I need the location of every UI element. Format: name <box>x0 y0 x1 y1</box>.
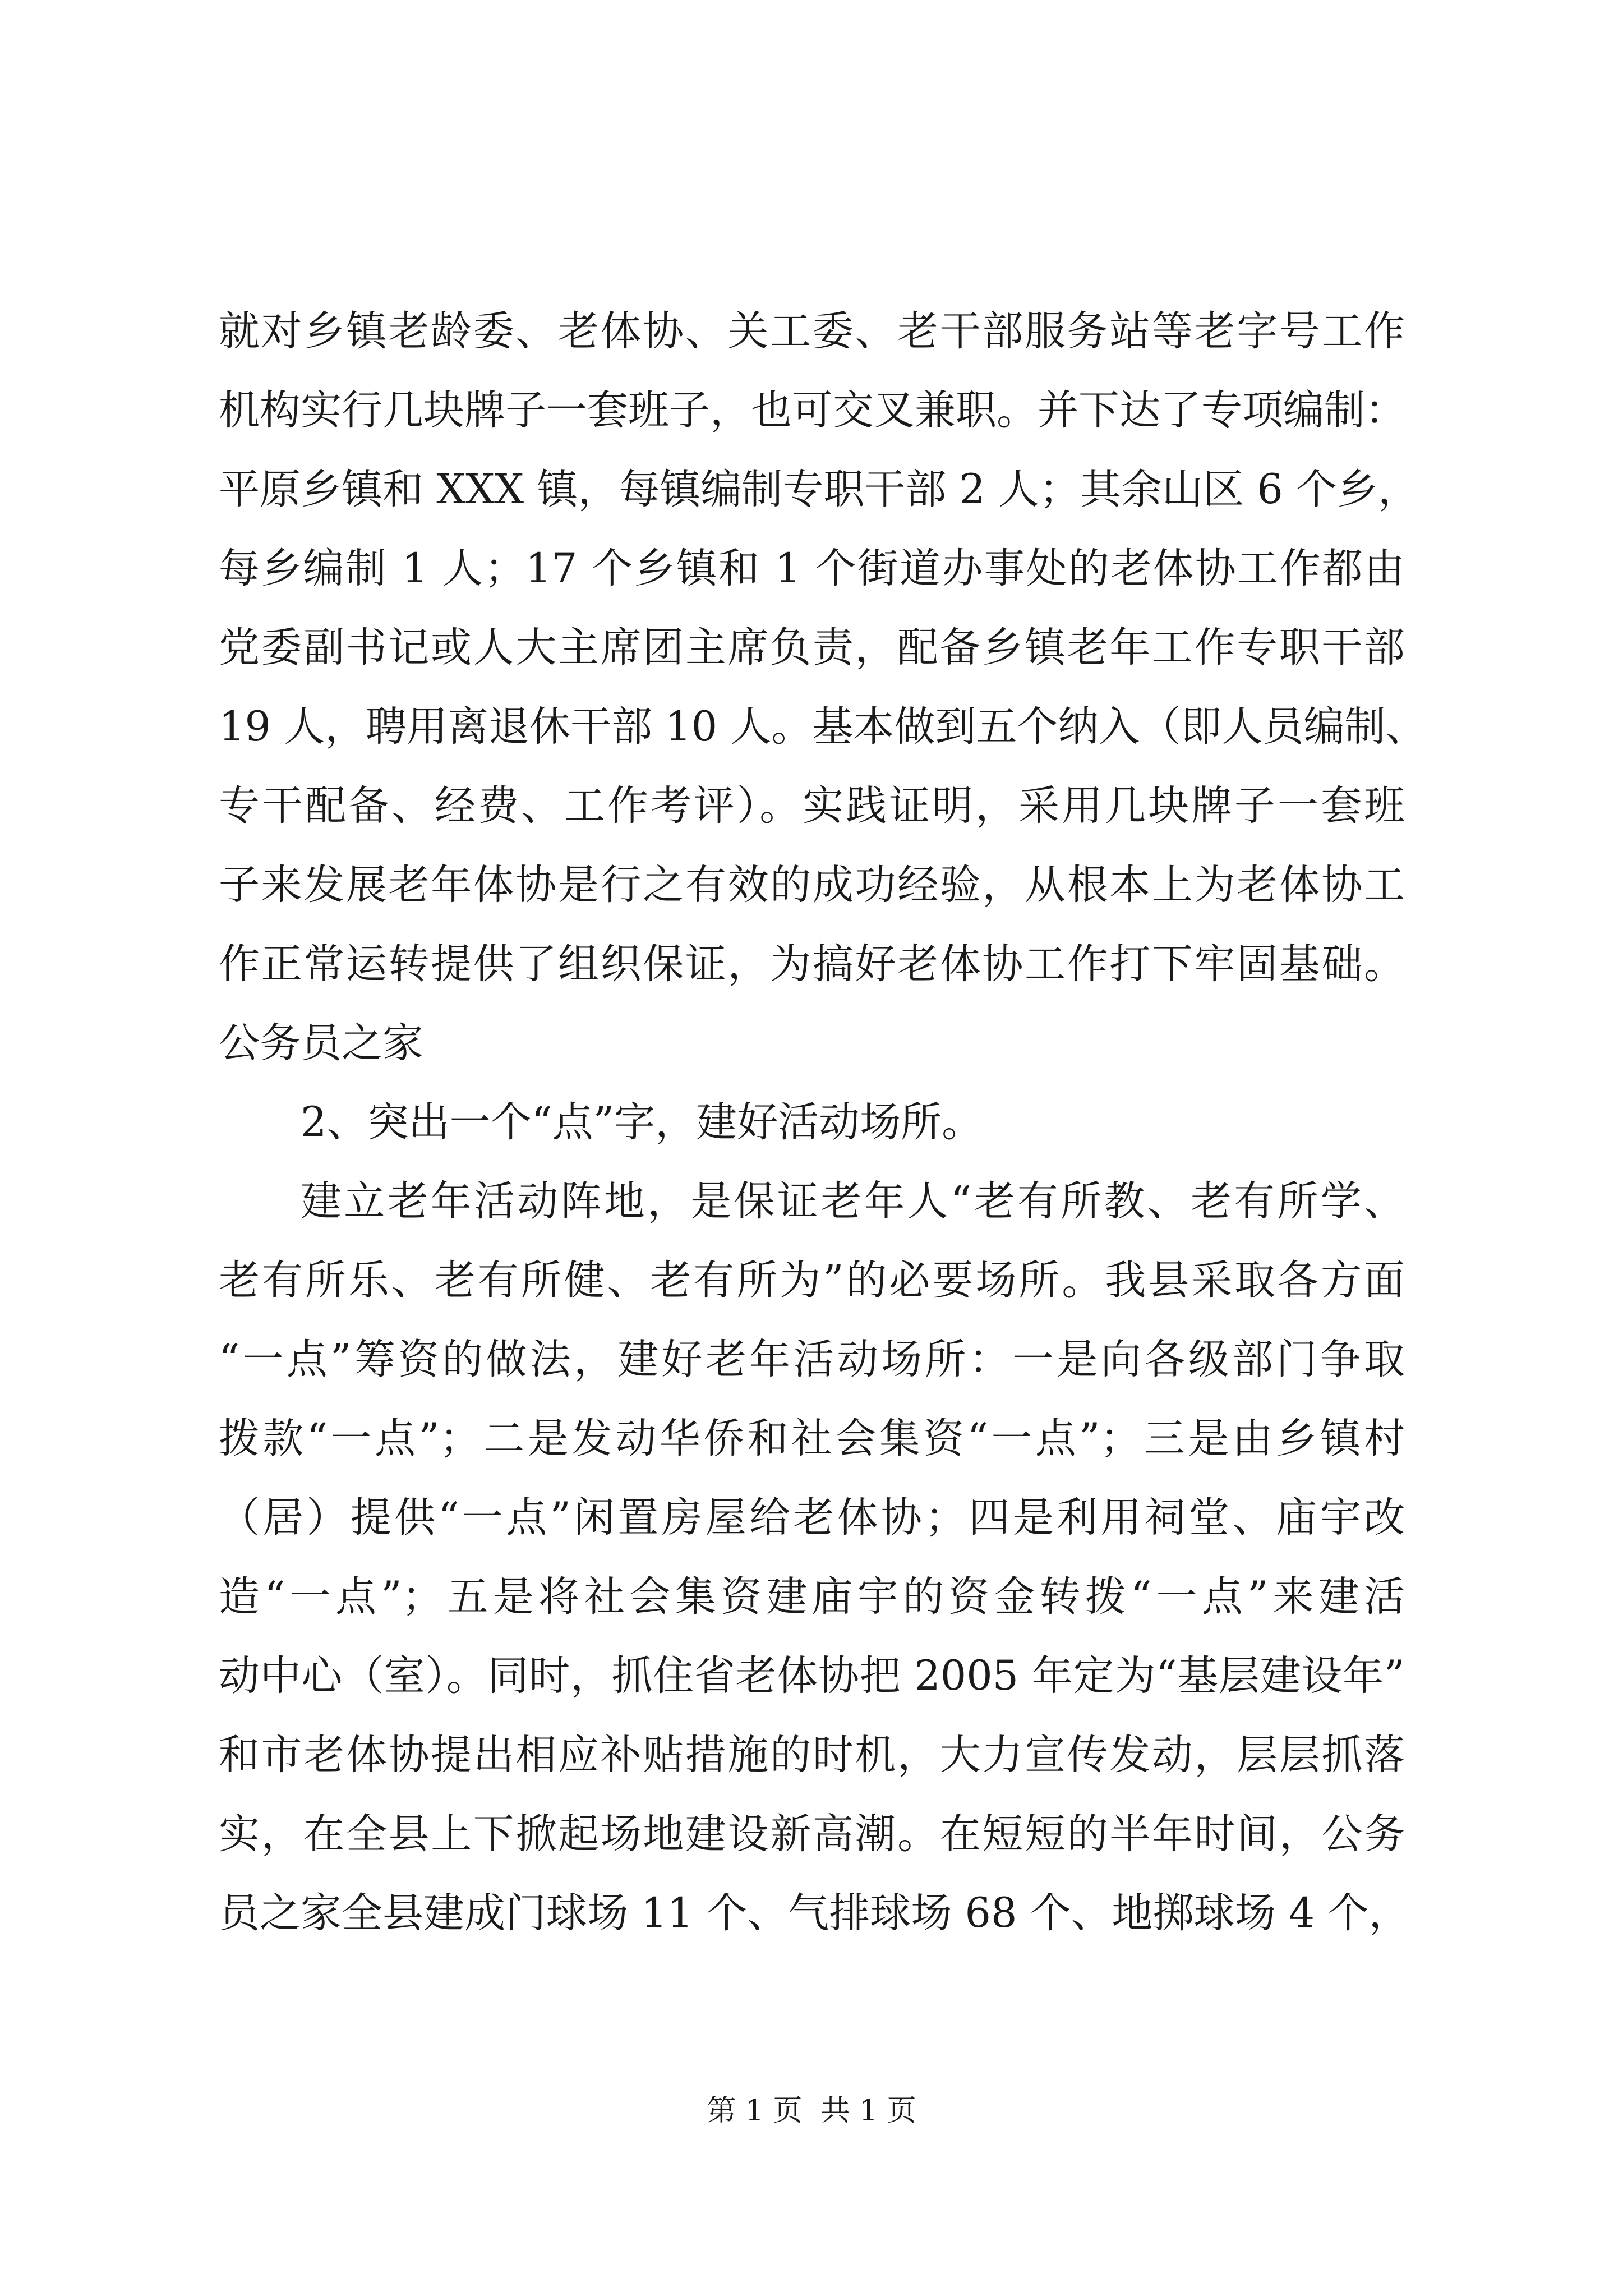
text-line: 和市老体协提出相应补贴措施的时机，大力宣传发动，层层抓落 <box>219 1731 1405 1779</box>
text-line: 老有所乐、老有所健、老有所为”的必要场所。我县采取各方面 <box>219 1257 1405 1304</box>
text-line: 员之家全县建成门球场 11 个、气排球场 68 个、地掷球场 4 个， <box>219 1889 1410 1937</box>
text-line: 机构实行几块牌子一套班子，也可交叉兼职。并下达了专项编制： <box>219 386 1406 434</box>
page-footer: 第 1 页 共 1 页 <box>707 2094 916 2128</box>
text-line: 造“一点”；五是将社会集资建庙宇的资金转拨“一点”来建活 <box>219 1573 1405 1621</box>
text-line: 每乡编制 1 人；17 个乡镇和 1 个街道办事处的老体协工作都由 <box>219 545 1405 592</box>
text-line: 建立老年活动阵地，是保证老年人“老有所教、老有所学、 <box>301 1177 1405 1225</box>
text-line: 专干配备、经费、工作考评）。实践证明，采用几块牌子一套班 <box>219 782 1405 830</box>
text-line: 实，在全县上下掀起场地建设新高潮。在短短的半年时间，公务 <box>219 1810 1405 1858</box>
text-line: （居）提供“一点”闲置房屋给老体协；四是利用祠堂、庙宇改 <box>219 1494 1405 1542</box>
body-text <box>219 292 1427 1953</box>
text-line: 平原乡镇和 XXX 镇，每镇编制专职干部 2 人；其余山区 6 个乡， <box>219 466 1419 513</box>
text-line: 子来发展老年体协是行之有效的成功经验，从根本上为老体协工 <box>219 861 1405 909</box>
text-line: 19 人，聘用离退休干部 10 人。基本做到五个纳入（即人员编制、 <box>219 703 1427 751</box>
text-line: 公务员之家 <box>219 1019 423 1067</box>
text-line: 拨款“一点”；二是发动华侨和社会集资“一点”；三是由乡镇村 <box>219 1415 1405 1462</box>
text-line: 党委副书记或人大主席团主席负责，配备乡镇老年工作专职干部 <box>219 624 1405 671</box>
text-line: 动中心（室）。同时，抓住省老体协把 2005 年定为“基层建设年” <box>219 1652 1405 1700</box>
text-line: “一点”筹资的做法，建好老年活动场所：一是向各级部门争取 <box>219 1336 1405 1383</box>
text-line: 就对乡镇老龄委、老体协、关工委、老干部服务站等老字号工作 <box>219 307 1405 355</box>
section-heading: 2、突出一个“点”字，建好活动场所。 <box>301 1098 983 1146</box>
text-line: 作正常运转提供了组织保证，为搞好老体协工作打下牢固基础。 <box>219 940 1405 988</box>
